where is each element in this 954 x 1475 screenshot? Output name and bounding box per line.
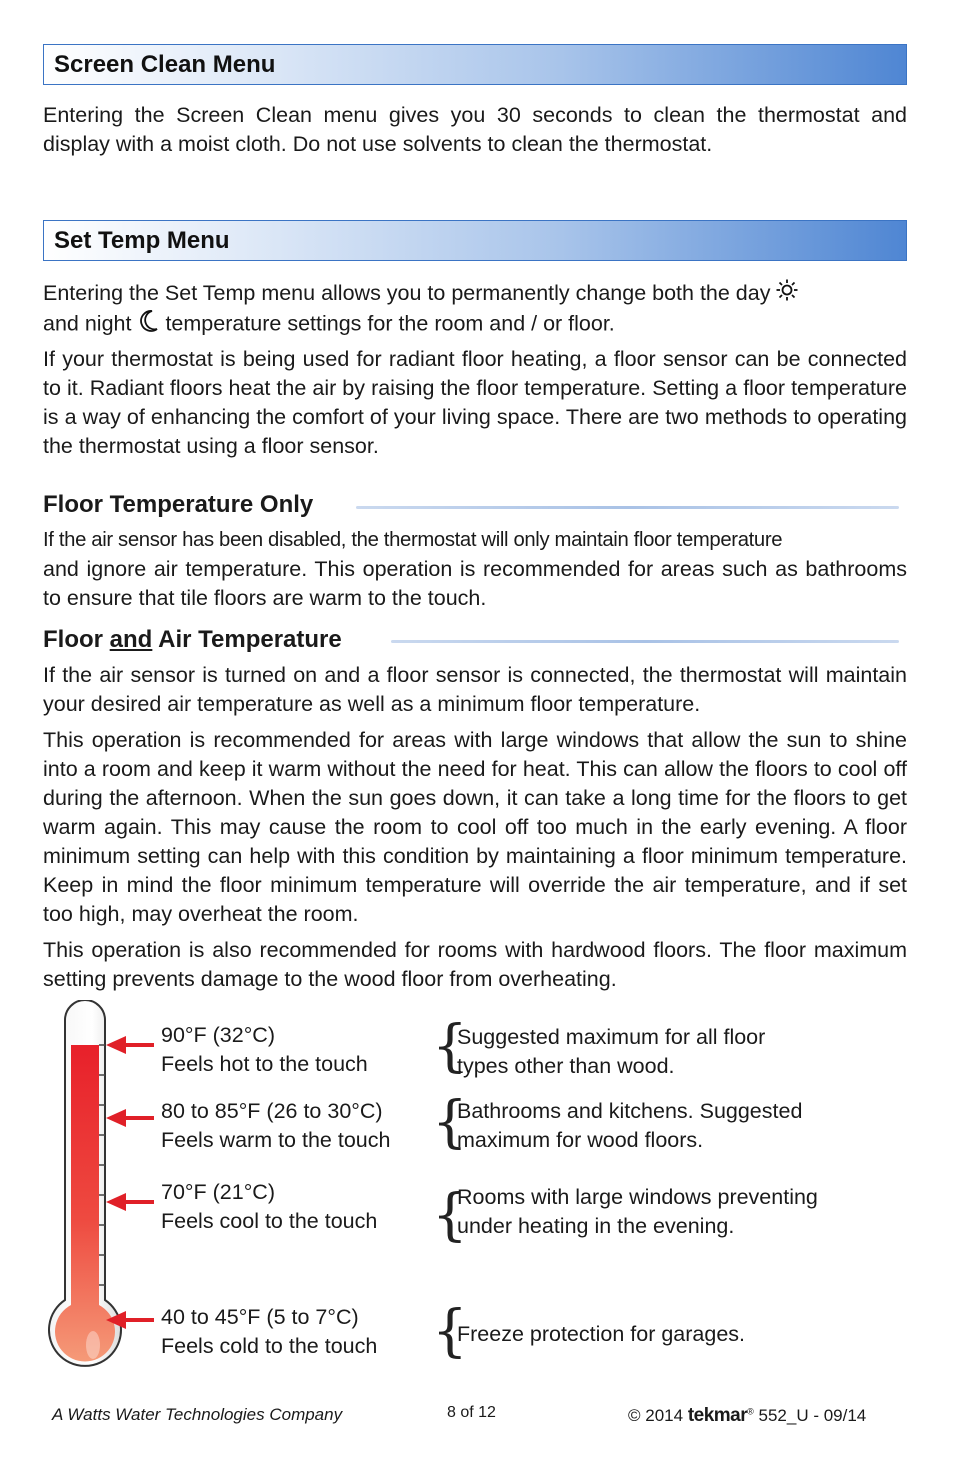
temp-level-hot-desc: Suggested maximum for all floor types other than wood. [457,1025,766,1078]
radiant-floor-paragraph: If your thermostat is being used for radiant floor heating, a floor sensor can be connected to it. Radiant floors heat the air by raising the floor temperature. Setting a floor temperature is a way of enhancing the comfort of your living space. There are two methods to operating the thermostat using a floor sensor. [43,347,907,458]
footer-company: A Watts Water Technologies Company [52,1405,343,1424]
screen-clean-paragraph: Entering the Screen Clean menu gives you 30 seconds to clean the thermostat and display with a moist cloth. Do not use solvents to clean the thermostat. [43,103,907,156]
temp-level-cool: 70°F (21°C) Feels cool to the touch [161,1180,378,1233]
floor-air-heading [43,626,342,654]
floor-air-heading-a: Floor [43,626,103,653]
section-banner-screen-clean [43,44,907,85]
floor-only-heading: Floor Temperature Only [43,491,314,518]
temp-level-cold: 40 to 45°F (5 to 7°C) Feels cold to the touch [161,1305,378,1358]
set-temp-intro-text-b: and night [43,312,132,336]
temp-level-cool-desc: Rooms with large windows preventing under heating in the evening. [457,1185,818,1238]
temp-level-warm-desc: Bathrooms and kitchens. Suggested maximum for wood floors. [457,1099,803,1152]
temp-level-cold-desc: Freeze protection for garages. [457,1322,746,1346]
floor-air-paragraph-1: If the air sensor is turned on and a floor sensor is connected, the thermostat will maintain your desired air temperature as well as a minimum floor temperature. [43,663,907,716]
floor-air-heading-and: and [109,626,153,653]
section-title: Set Temp Menu [54,227,230,254]
footer-copyright: © 2014 tekmar® 552_U - 09/14 [628,1405,867,1426]
brace-icon: { [432,1299,468,1364]
temp-level-hot: 90°F (32°C) Feels hot to the touch [161,1023,368,1076]
heading-rule [391,640,899,643]
brace-icon: { [432,1090,468,1155]
sun-icon [776,279,798,309]
set-temp-intro-paragraph [43,279,907,341]
heading-rule [356,506,899,509]
floor-air-paragraph-2: This operation is recommended for areas with large windows that allow the sun to shine into a room and keep it warm without the need for heat. This can allow the floors to cool off during the afternoon. When the sun goes down, it can take a long time for the floors to get warm again. This may cause the room to cool off too much in the early evening. A floor minimum setting can help with this condition by maintaining a floor minimum temperature. Keep in mind the floor minimum temperature will override the air temperature, and if set too high, may overheat the room. [43,728,907,926]
floor-only-paragraph: and ignore air temperature. This operation is recommended for areas such as bathrooms to ensure that tile floors are warm to the touch. [43,557,907,610]
set-temp-intro-text-c: temperature settings for the room and / or floor. [165,312,615,336]
footer-page-number: 8 of 12 [447,1404,496,1421]
floor-only-paragraph-line1: If the air sensor has been disabled, the thermostat will only maintain floor temperature [43,529,783,551]
brace-icon: { [432,1183,468,1248]
arrow-icon [106,1036,154,1329]
set-temp-intro-text-a: Entering the Set Temp menu allows you to permanently change both the day [43,281,771,305]
temp-level-warm: 80 to 85°F (26 to 30°C) Feels warm to the touch [161,1099,391,1152]
floor-air-paragraph-3: This operation is also recommended for rooms with hardwood floors. The floor maximum setting prevents damage to the wood floor from overheating. [43,938,907,991]
floor-air-heading-c: Air Temperature [158,626,342,653]
section-title: Screen Clean Menu [54,51,276,78]
moon-icon [137,309,159,341]
brace-icon: { [432,1014,468,1079]
section-banner-set-temp [43,220,907,261]
tekmar-logo: tekmar [687,1405,748,1426]
